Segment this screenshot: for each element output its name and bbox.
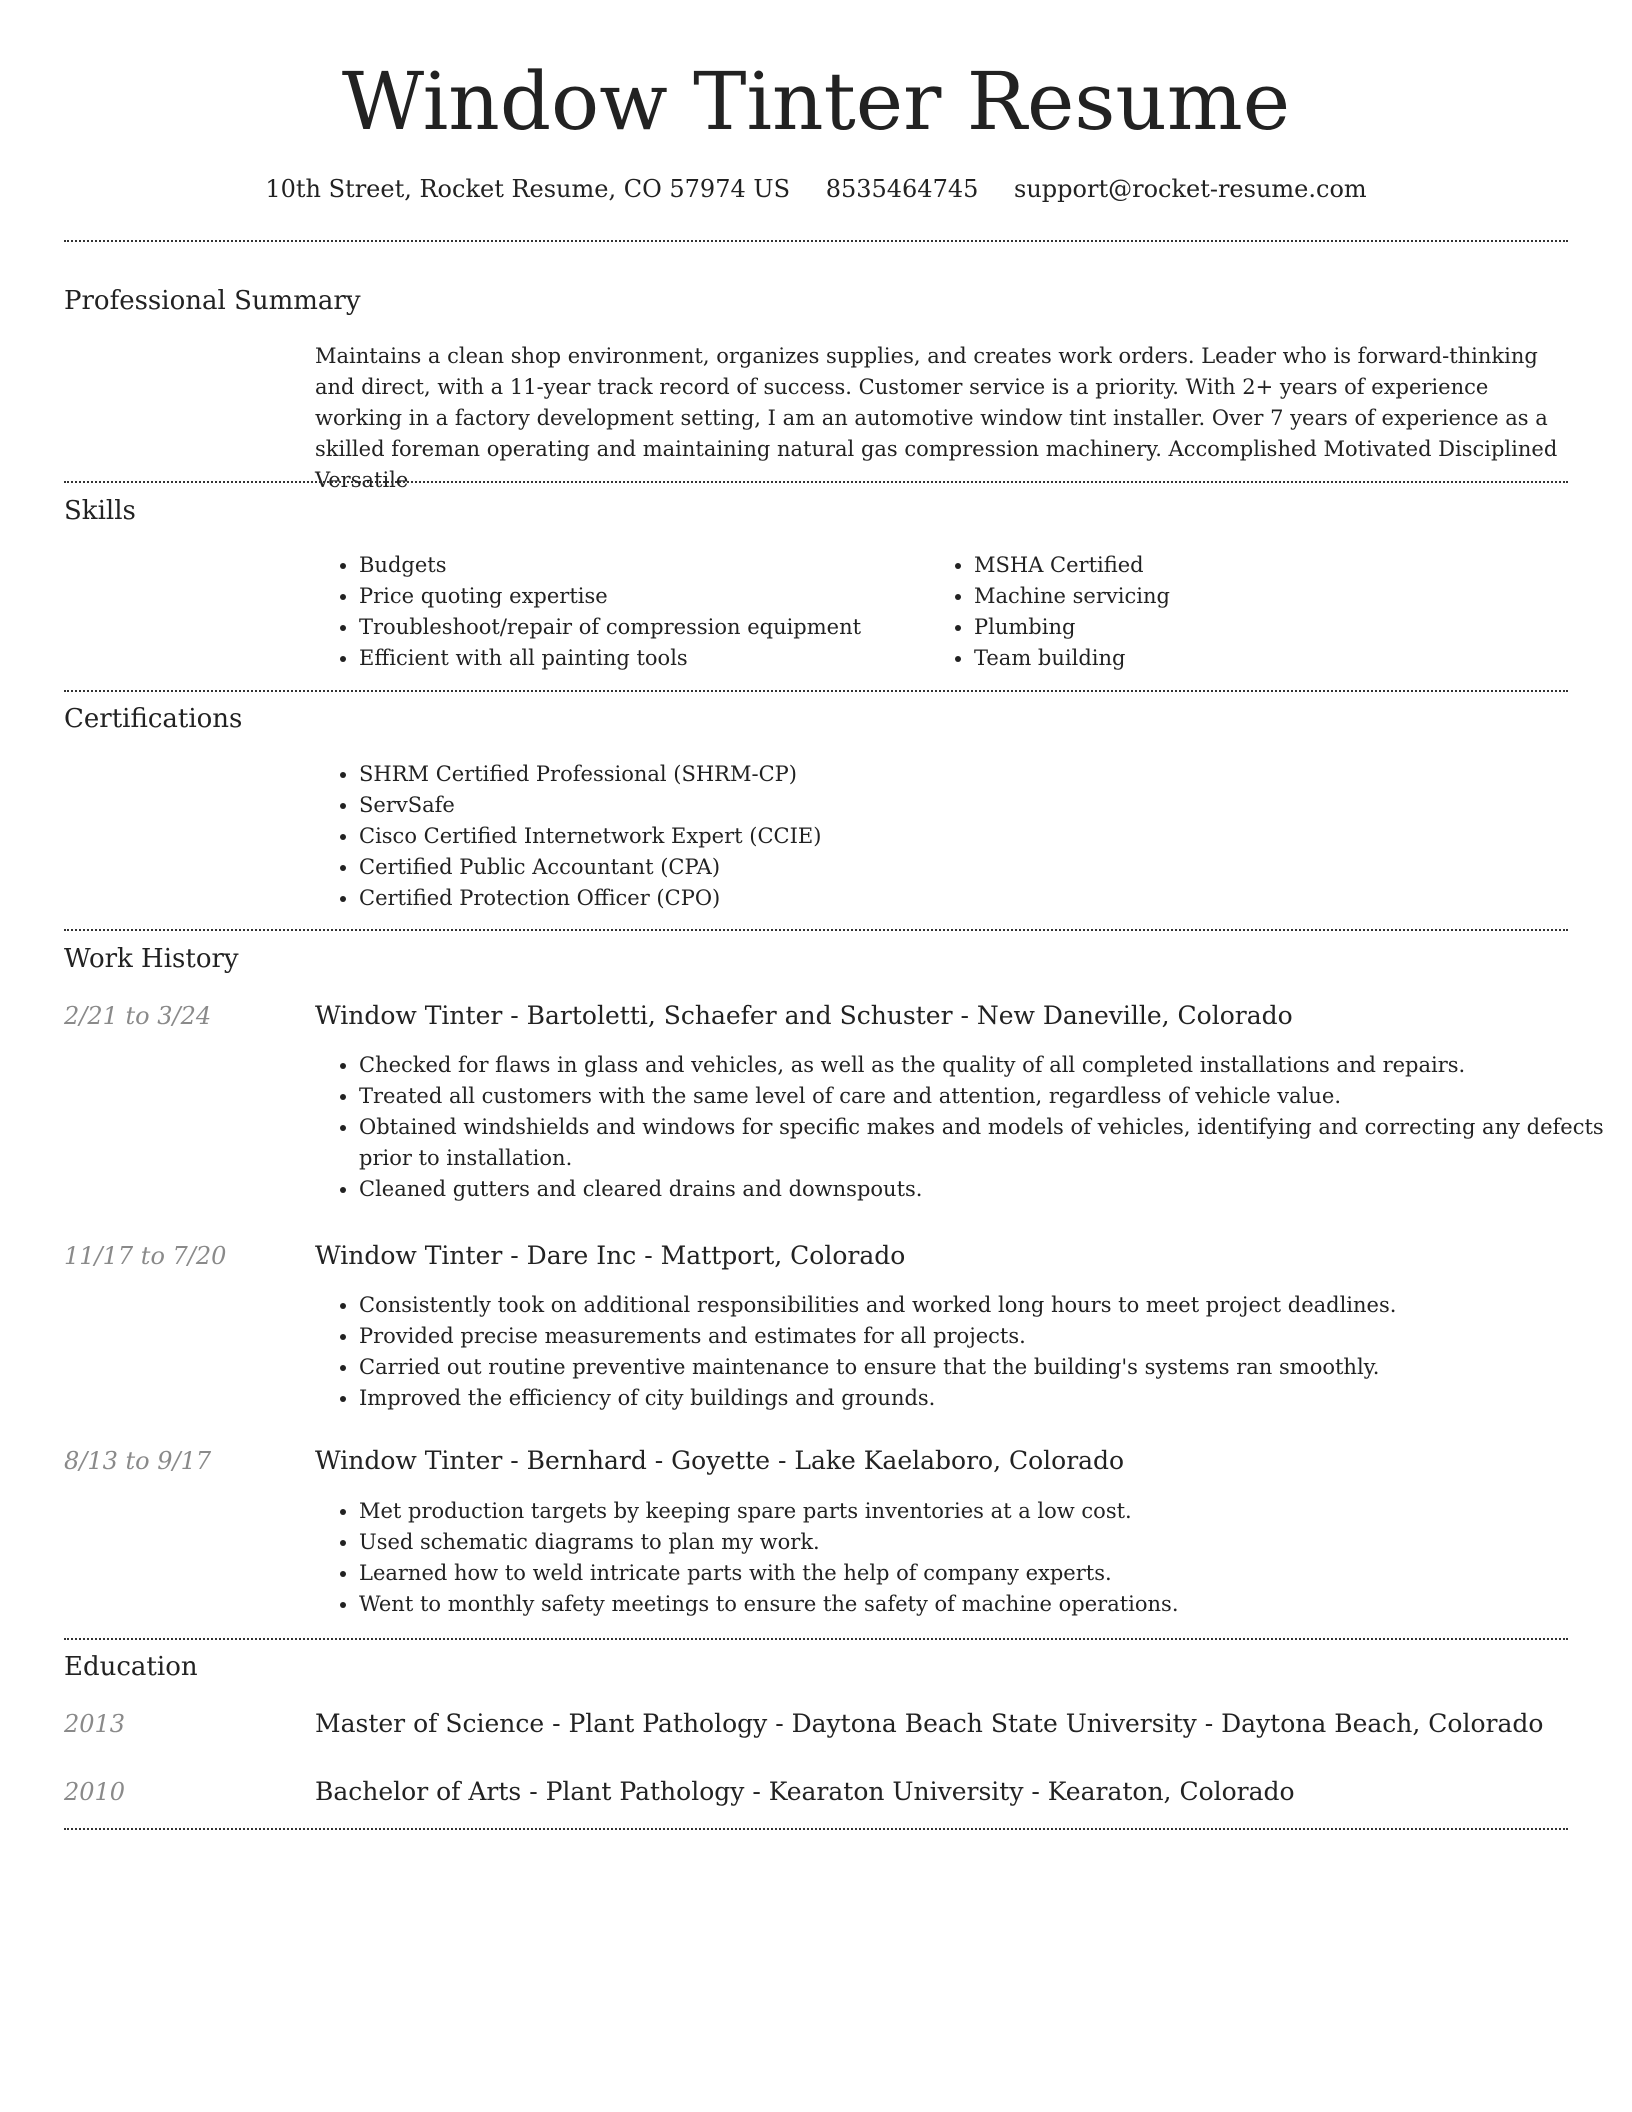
- skill-item: • Troubleshoot/repair of compression equipment: [359, 612, 929, 643]
- skill-item: • Budgets: [359, 550, 929, 581]
- job-title: Window Tinter - Dare Inc - Mattport, Colorado: [315, 1241, 906, 1270]
- skill-item: • Efficient with all painting tools: [359, 643, 929, 674]
- education-title: Master of Science - Plant Pathology - Daytona Beach State University - Daytona Beach, Colorado: [315, 1709, 1544, 1738]
- job-bullet: • Consistently took on additional responsibilities and worked long hours to meet project deadlines.: [359, 1290, 1612, 1321]
- job-bullet: • Used schematic diagrams to plan my work.: [359, 1527, 1612, 1558]
- divider: [64, 240, 1568, 242]
- certifications-list: [315, 759, 1559, 914]
- job-bullet: • Provided precise measurements and estimates for all projects.: [359, 1321, 1612, 1352]
- skill-item: • Team building: [974, 643, 1574, 674]
- contact-email: support@rocket-resume.com: [1014, 175, 1367, 203]
- job-bullet: • Obtained windshields and windows for specific makes and models of vehicles, identifying and correcting any defects prior to installation.: [359, 1112, 1612, 1174]
- certification-item: • Certified Protection Officer (CPO): [359, 883, 1559, 914]
- education-date: 2013: [64, 1710, 126, 1738]
- skills-list-left: [315, 550, 929, 674]
- job-date: 8/13 to 9/17: [64, 1447, 212, 1475]
- job-bullet: • Went to monthly safety meetings to ensure the safety of machine operations.: [359, 1589, 1612, 1620]
- summary-text: Maintains a clean shop environment, organizes supplies, and creates work orders. Leader who is forward-thinking and direct, with a 11-year track record of success. Customer service is a priority. With 2+ years of experience working in a factory development setting, I am an automotive window tint installer. Over 7 years of experience as a skilled foreman operating and maintaining natural gas compression machinery. Accomplished Motivated Disciplined Versatile: [315, 344, 1558, 492]
- job-bullet: • Improved the efficiency of city buildings and grounds.: [359, 1383, 1612, 1414]
- skill-item: • MSHA Certified: [974, 550, 1574, 581]
- certification-item: • Certified Public Accountant (CPA): [359, 852, 1559, 883]
- certification-item: • Cisco Certified Internetwork Expert (CCIE): [359, 821, 1559, 852]
- page-title: Window Tinter Resume: [341, 55, 1291, 148]
- skills-heading: Skills: [64, 496, 136, 526]
- job-bullet: • Treated all customers with the same level of care and attention, regardless of vehicle value.: [359, 1081, 1612, 1112]
- contact-address: 10th Street, Rocket Resume, CO 57974 US: [265, 175, 791, 203]
- divider: [64, 690, 1568, 692]
- divider: [64, 1638, 1568, 1640]
- skill-item: • Plumbing: [974, 612, 1574, 643]
- education-title: Bachelor of Arts - Plant Pathology - Kearaton University - Kearaton, Colorado: [315, 1777, 1295, 1806]
- job-bullets: [315, 1290, 1612, 1414]
- job-title: Window Tinter - Bernhard - Goyette - Lake Kaelaboro, Colorado: [315, 1446, 1125, 1475]
- work-history-heading: Work History: [64, 944, 239, 974]
- contact-info: [64, 172, 1568, 206]
- job-date: 2/21 to 3/24: [64, 1002, 212, 1030]
- job-bullet: • Met production targets by keeping spare parts inventories at a low cost.: [359, 1496, 1612, 1527]
- job-title: Window Tinter - Bartoletti, Schaefer and Schuster - New Daneville, Colorado: [315, 1001, 1293, 1030]
- job-bullets: [315, 1050, 1612, 1205]
- skill-item: • Machine servicing: [974, 581, 1574, 612]
- job-bullet: • Learned how to weld intricate parts with the help of company experts.: [359, 1558, 1612, 1589]
- skills-list-right: [930, 550, 1574, 674]
- job-bullet: • Cleaned gutters and cleared drains and downspouts.: [359, 1174, 1612, 1205]
- divider: [64, 1828, 1568, 1830]
- job-date: 11/17 to 7/20: [64, 1242, 227, 1270]
- certifications-heading: Certifications: [64, 704, 243, 734]
- job-bullet: • Checked for flaws in glass and vehicles, as well as the quality of all completed installations and repairs.: [359, 1050, 1612, 1081]
- divider: [64, 481, 1568, 483]
- divider: [64, 929, 1568, 931]
- job-bullet: • Carried out routine preventive maintenance to ensure that the building's systems ran smoothly.: [359, 1352, 1612, 1383]
- skill-item: • Price quoting expertise: [359, 581, 929, 612]
- education-date: 2010: [64, 1778, 126, 1806]
- certification-item: • ServSafe: [359, 790, 1559, 821]
- summary-heading: Professional Summary: [64, 286, 361, 316]
- education-heading: Education: [64, 1652, 198, 1682]
- job-bullets: [315, 1496, 1612, 1620]
- certification-item: • SHRM Certified Professional (SHRM-CP): [359, 759, 1559, 790]
- contact-phone: 8535464745: [825, 175, 979, 203]
